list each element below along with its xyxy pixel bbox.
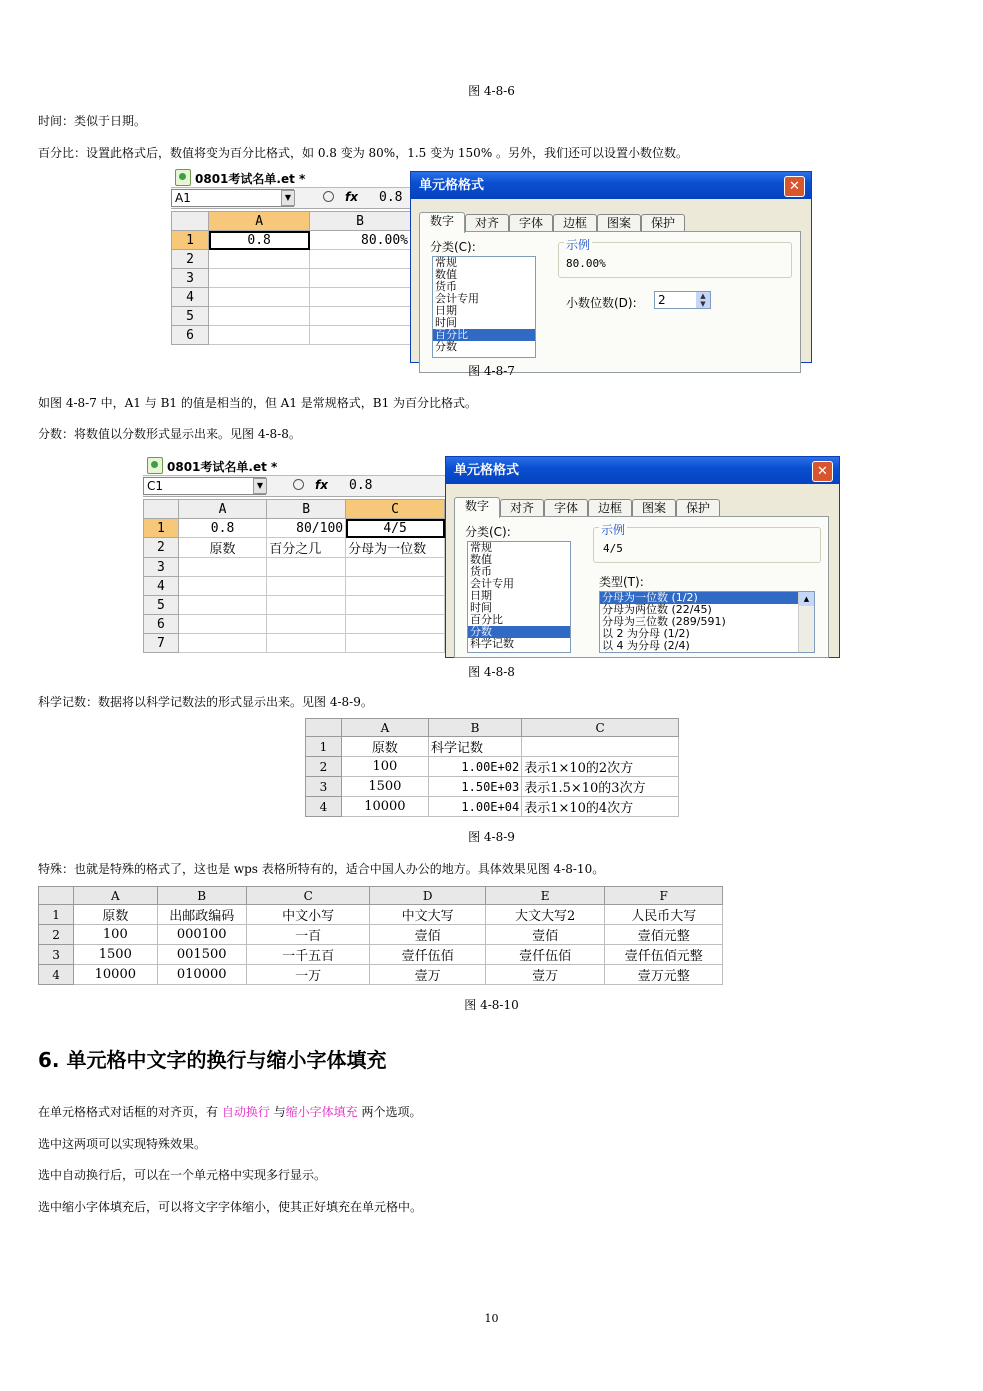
doc-title: 0801考试名单.et * — [195, 172, 306, 186]
table-row — [306, 797, 679, 817]
row-header[interactable]: 1 — [144, 519, 179, 538]
list-item[interactable]: 会计专用 — [435, 292, 479, 305]
list-item[interactable]: 时间 — [470, 601, 492, 614]
figure-caption: 图 4-8-6 — [468, 84, 515, 98]
tab-protect[interactable]: 保护 — [676, 499, 720, 517]
cell[interactable] — [178, 558, 267, 577]
list-item[interactable]: 日期 — [470, 589, 492, 602]
list-item[interactable]: 时间 — [435, 316, 457, 329]
row-header[interactable]: 2 — [172, 250, 209, 269]
figure-caption: 图 4-8-9 — [468, 830, 515, 844]
col-header-a[interactable]: A — [178, 500, 267, 519]
tab-pattern[interactable]: 图案 — [597, 214, 641, 232]
col-header-a[interactable]: A — [209, 212, 310, 231]
chevron-down-icon[interactable]: ▼ — [253, 478, 267, 494]
list-item-selected[interactable]: 分母为一位数 (1/2) — [600, 592, 798, 604]
corner-cell[interactable] — [172, 212, 209, 231]
tab-border[interactable]: 边框 — [588, 499, 632, 517]
tab-number[interactable]: 数字 — [419, 212, 465, 233]
cell: 壹万 — [370, 965, 486, 985]
cell: 1500 — [341, 777, 428, 797]
cell: 壹佰 — [370, 925, 486, 945]
cell-c2[interactable]: 分母为一位数 — [346, 538, 445, 558]
cell-a1[interactable]: 0.8 — [209, 231, 310, 250]
cell: 表示1×10的4次方 — [522, 797, 679, 817]
screenshot-percent — [171, 167, 811, 353]
cell: 010000 — [157, 965, 246, 985]
text: 在单元格格式对话框的对齐页，有 — [38, 1105, 222, 1119]
list-item[interactable]: 分母为三位数 (289/591) — [602, 615, 726, 628]
cell: 中文小写 — [246, 905, 370, 925]
col-header: C — [522, 719, 679, 737]
cell[interactable] — [178, 577, 267, 596]
cell: 壹万 — [485, 965, 605, 985]
cell[interactable] — [178, 634, 267, 653]
cell: 中文大写 — [370, 905, 486, 925]
tab-border[interactable]: 边框 — [553, 214, 597, 232]
cell: 科学记数 — [428, 737, 521, 757]
table-row — [39, 965, 723, 985]
row-header: 1 — [306, 737, 342, 757]
paragraph-percent: 百分比：设置此格式后，数值将变为百分比格式，如 0.8 变为 80%，1.5 变为 150% 。另外，我们还可以设置小数位数。 — [38, 146, 689, 160]
doc-titlebar — [143, 455, 445, 476]
table-row — [39, 905, 723, 925]
format-cells-dialog — [410, 171, 812, 363]
cell: 一千五百 — [246, 945, 370, 965]
tab-font[interactable]: 字体 — [509, 214, 553, 232]
decimals-stepper[interactable] — [654, 291, 711, 309]
cell[interactable] — [209, 307, 310, 326]
spreadsheet-doc-icon — [147, 457, 163, 474]
cell: 001500 — [157, 945, 246, 965]
cell: 出邮政编码 — [157, 905, 246, 925]
col-header: E — [485, 887, 605, 905]
list-item[interactable]: 数值 — [470, 553, 492, 566]
section-heading: 6. 单元格中文字的换行与缩小字体填充 — [38, 1048, 387, 1072]
cell: 1.00E+02 — [428, 757, 521, 777]
col-header: A — [341, 719, 428, 737]
row-header[interactable]: 7 — [144, 634, 179, 653]
list-item[interactable]: 百分比 — [470, 613, 503, 626]
zoom-icon[interactable] — [293, 479, 304, 490]
row-header[interactable]: 1 — [172, 231, 209, 250]
paragraph: 选中自动换行后，可以在一个单元格中实现多行显示。 — [38, 1168, 327, 1182]
row-header[interactable]: 3 — [172, 269, 209, 288]
tab-font[interactable]: 字体 — [544, 499, 588, 517]
cell: 一百 — [246, 925, 370, 945]
list-item[interactable]: 货币 — [470, 565, 492, 578]
cell: 100 — [341, 757, 428, 777]
list-item[interactable]: 常规 — [435, 256, 457, 269]
cell[interactable] — [310, 288, 411, 307]
row-header[interactable]: 4 — [172, 288, 209, 307]
row-header: 3 — [306, 777, 342, 797]
doc-titlebar — [171, 167, 411, 188]
col-header-b[interactable]: B — [267, 500, 346, 519]
col-header-c[interactable]: C — [346, 500, 445, 519]
cell: 壹佰元整 — [605, 925, 723, 945]
row-header: 4 — [39, 965, 74, 985]
row-header: 3 — [39, 945, 74, 965]
paragraph-sci: 科学记数：数据将以科学记数法的形式显示出来。见图 4-8-9。 — [38, 695, 373, 709]
spin-arrows-icon[interactable]: ▲ ▼ — [696, 292, 710, 308]
cell: 000100 — [157, 925, 246, 945]
row-header[interactable]: 3 — [144, 558, 179, 577]
corner-cell — [306, 719, 342, 737]
cell: 大文大写2 — [485, 905, 605, 925]
paragraph-options — [38, 1103, 422, 1120]
cell[interactable] — [346, 558, 445, 577]
number-panel — [454, 516, 829, 658]
row-header[interactable]: 4 — [144, 577, 179, 596]
scrollbar[interactable] — [798, 592, 814, 652]
decimals-value[interactable]: 2 — [658, 293, 666, 307]
page-number: 10 — [484, 1312, 499, 1325]
cell: 壹万元整 — [605, 965, 723, 985]
sample-label: 示例 — [601, 523, 626, 537]
row-header[interactable]: 2 — [144, 538, 179, 558]
sample-label: 示例 — [566, 238, 591, 252]
cell[interactable] — [310, 326, 411, 345]
cell[interactable] — [209, 288, 310, 307]
formula-value[interactable]: 0.8 — [349, 478, 373, 493]
cell[interactable] — [209, 326, 310, 345]
cell-c1[interactable]: 4/5 — [346, 519, 445, 538]
cell[interactable] — [178, 615, 267, 634]
tab-protect[interactable]: 保护 — [641, 214, 685, 232]
cell: 表示1.5×10的3次方 — [522, 777, 679, 797]
cell[interactable] — [178, 596, 267, 615]
cell: 100 — [74, 925, 157, 945]
table-row — [39, 925, 723, 945]
text: 两个选项。 — [357, 1105, 422, 1119]
cell: 1.50E+03 — [428, 777, 521, 797]
cell[interactable] — [209, 269, 310, 288]
category-list[interactable] — [432, 256, 536, 358]
list-item-selected[interactable]: 分数 — [468, 626, 570, 638]
cell-a2[interactable]: 原数 — [178, 538, 267, 558]
cell: 原数 — [341, 737, 428, 757]
row-header: 1 — [39, 905, 74, 925]
list-item[interactable]: 科学记数 — [470, 637, 514, 650]
col-header: B — [428, 719, 521, 737]
sheet-grid — [143, 499, 445, 653]
col-header: A — [74, 887, 157, 905]
category-list[interactable] — [467, 541, 571, 653]
cell[interactable] — [310, 307, 411, 326]
col-header: D — [370, 887, 486, 905]
list-item[interactable]: 分母为两位数 (22/45) — [602, 603, 712, 616]
chevron-down-icon[interactable]: ▼ — [281, 190, 295, 206]
cell: 1.00E+04 — [428, 797, 521, 817]
sample-value: 80.00% — [566, 257, 606, 270]
dialog-title: 单元格格式 — [446, 457, 839, 484]
list-item[interactable]: 数值 — [435, 268, 457, 281]
col-header: F — [605, 887, 723, 905]
cell[interactable] — [310, 269, 411, 288]
tab-align[interactable]: 对齐 — [465, 214, 509, 232]
list-item[interactable]: 会计专用 — [470, 577, 514, 590]
cell-a1[interactable]: 0.8 — [178, 519, 267, 538]
formula-value[interactable]: 0.8 — [379, 190, 403, 205]
col-header: B — [157, 887, 246, 905]
list-item[interactable]: 日期 — [435, 304, 457, 317]
spreadsheet-doc-icon — [175, 169, 191, 186]
cell[interactable] — [310, 250, 411, 269]
number-panel — [419, 231, 801, 373]
name-box[interactable]: A1 — [171, 189, 294, 207]
paragraph-time: 时间：类似于日期。 — [38, 114, 147, 128]
decimals-label: 小数位数(D): — [566, 296, 637, 310]
text: 与 — [269, 1105, 286, 1119]
cell: 壹佰 — [485, 925, 605, 945]
figure-caption: 图 4-8-8 — [468, 665, 515, 679]
tab-number[interactable]: 数字 — [454, 497, 500, 518]
type-list[interactable] — [599, 591, 815, 653]
col-header: C — [246, 887, 370, 905]
cell[interactable] — [346, 577, 445, 596]
row-header: 4 — [306, 797, 342, 817]
list-item[interactable]: 常规 — [470, 541, 492, 554]
cell: 10000 — [74, 965, 157, 985]
paragraph-fraction: 分数：将数值以分数形式显示出来。见图 4-8-8。 — [38, 427, 301, 441]
tab-pattern[interactable]: 图案 — [632, 499, 676, 517]
cell[interactable] — [267, 596, 346, 615]
category-label: 分类(C): — [430, 240, 476, 254]
row-header: 2 — [306, 757, 342, 777]
row-header[interactable]: 6 — [172, 326, 209, 345]
table-row — [306, 777, 679, 797]
dialog-title: 单元格格式 — [411, 172, 811, 199]
list-item[interactable]: 以 4 为分母 (2/4) — [602, 639, 690, 652]
cell[interactable] — [267, 615, 346, 634]
sample-group — [593, 527, 821, 563]
cell: 一万 — [246, 965, 370, 985]
highlight-wrap-text: 自动换行 — [221, 1105, 270, 1119]
cell: 表示1×10的2次方 — [522, 757, 679, 777]
tab-align[interactable]: 对齐 — [500, 499, 544, 517]
sheet-grid — [171, 211, 411, 345]
row-header[interactable]: 5 — [144, 596, 179, 615]
zoom-icon[interactable] — [323, 191, 334, 202]
cell[interactable] — [346, 634, 445, 653]
screenshot-fraction — [143, 455, 840, 652]
cell: 壹仟伍佰元整 — [605, 945, 723, 965]
cell: 人民币大写 — [605, 905, 723, 925]
cell-b2[interactable]: 百分之几 — [267, 538, 346, 558]
cell: 10000 — [341, 797, 428, 817]
type-label: 类型(T): — [599, 575, 644, 589]
paragraph-compare: 如图 4-8-7 中，A1 与 B1 的值是相当的，但 A1 是常规格式，B1 为百分比格式。 — [38, 396, 478, 410]
close-icon[interactable]: ✕ — [812, 461, 833, 482]
row-header: 2 — [39, 925, 74, 945]
cell-b1[interactable]: 80/100 — [267, 519, 346, 538]
cell-b1[interactable]: 80.00% — [310, 231, 411, 250]
doc-title: 0801考试名单.et * — [167, 460, 278, 474]
paragraph: 选中缩小字体填充后，可以将文字字体缩小，使其正好填充在单元格中。 — [38, 1200, 423, 1214]
corner-cell[interactable] — [144, 500, 179, 519]
list-item-selected[interactable]: 百分比 — [433, 329, 535, 341]
format-cells-dialog — [445, 456, 840, 658]
cell: 1500 — [74, 945, 157, 965]
list-item[interactable]: 分数 — [435, 340, 457, 353]
cell[interactable] — [209, 250, 310, 269]
cell[interactable] — [346, 596, 445, 615]
list-item[interactable]: 货币 — [435, 280, 457, 293]
list-item[interactable]: 以 2 为分母 (1/2) — [602, 627, 690, 640]
figure-caption: 图 4-8-10 — [464, 998, 519, 1012]
special-table — [38, 886, 723, 985]
table-row — [306, 757, 679, 777]
table-row — [306, 737, 679, 757]
row-header[interactable]: 5 — [172, 307, 209, 326]
paragraph: 选中这两项可以实现特殊效果。 — [38, 1137, 207, 1151]
sci-table — [305, 718, 679, 817]
chevron-up-icon[interactable]: ▲ — [799, 592, 814, 606]
formula-bar — [143, 476, 445, 497]
category-label: 分类(C): — [465, 525, 511, 539]
cell — [522, 737, 679, 757]
highlight-shrink-to-fit: 缩小字体填充 — [285, 1105, 358, 1119]
fx-icon[interactable]: fx — [315, 478, 328, 492]
cell[interactable] — [346, 615, 445, 634]
formula-bar — [171, 188, 411, 209]
name-box[interactable]: C1 — [143, 477, 266, 495]
sample-value: 4/5 — [603, 542, 623, 555]
corner-cell — [39, 887, 74, 905]
cell[interactable] — [267, 558, 346, 577]
fx-icon[interactable]: fx — [345, 190, 358, 204]
cell: 壹仟伍佰 — [485, 945, 605, 965]
row-header[interactable]: 6 — [144, 615, 179, 634]
cell[interactable] — [267, 634, 346, 653]
close-icon[interactable]: ✕ — [784, 176, 805, 197]
figure-caption: 图 4-8-7 — [468, 364, 515, 378]
table-row — [39, 945, 723, 965]
cell: 原数 — [74, 905, 157, 925]
cell[interactable] — [267, 577, 346, 596]
cell: 壹仟伍佰 — [370, 945, 486, 965]
col-header-b[interactable]: B — [310, 212, 411, 231]
paragraph-special: 特殊：也就是特殊的格式了，这也是 wps 表格所特有的，适合中国人办公的地方。具体效果见图 4-8-10。 — [38, 862, 605, 876]
